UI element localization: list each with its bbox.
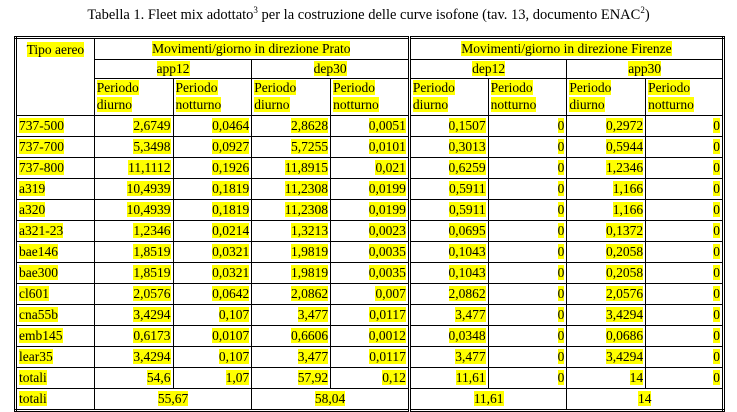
value-cell: 0,12 [331,368,410,389]
value-cell: 0,0927 [173,137,252,158]
value-cell: 0,0348 [409,326,488,347]
aircraft-name-cell: a319 [16,179,95,200]
value-cell: 14 [567,368,646,389]
table-row [16,305,724,326]
header-op-dep12: dep12 [409,60,567,79]
header-period-notturno: Periodo notturno [646,79,724,116]
value-cell: 1,2346 [567,158,646,179]
value-cell: 0,0012 [331,326,410,347]
value-cell: 0,0107 [173,326,252,347]
value-cell: 0 [488,263,567,284]
value-cell: 3,4294 [567,347,646,368]
header-period-diurno: Periodo diurno [252,79,331,116]
table-row [16,179,724,200]
total-value-cell: 11,61 [409,389,567,411]
value-cell: 0,6259 [409,158,488,179]
value-cell: 0 [488,368,567,389]
value-cell: 3,477 [252,305,331,326]
header-tipo-aereo: Tipo aereo [16,38,95,116]
totals-label-cell: totali [16,389,95,411]
caption-footnote-3: 3 [253,5,258,16]
value-cell: 0,0023 [331,221,410,242]
value-cell: 0,6606 [252,326,331,347]
total-value-cell: 55,67 [94,389,252,411]
value-cell: 0 [488,221,567,242]
value-cell: 0,107 [173,347,252,368]
value-cell: 1,8519 [94,263,173,284]
fleet-mix-table [14,36,725,412]
aircraft-name-cell: lear35 [16,347,95,368]
value-cell: 0 [646,116,724,137]
value-cell: 0,1819 [173,200,252,221]
value-cell: 0,0117 [331,347,410,368]
caption-text: Tabella 1. Fleet mix adottato [87,7,254,23]
value-cell: 0,0686 [567,326,646,347]
value-cell: 3,4294 [94,347,173,368]
value-cell: 0,0199 [331,179,410,200]
aircraft-name-cell: 737-800 [16,158,95,179]
value-cell: 2,0576 [94,284,173,305]
value-cell: 0,1372 [567,221,646,242]
table-row [16,158,724,179]
header-period-notturno: Periodo notturno [331,79,410,116]
value-cell: 0,0321 [173,263,252,284]
value-cell: 0 [646,284,724,305]
table-row [16,263,724,284]
header-op-app12: app12 [94,60,252,79]
value-cell: 0,0101 [331,137,410,158]
value-cell: 2,0862 [409,284,488,305]
table-row [16,116,724,137]
aircraft-name-cell: totali [16,368,95,389]
value-cell: 5,7255 [252,137,331,158]
header-period-diurno: Periodo diurno [409,79,488,116]
table-row [16,284,724,305]
value-cell: 1,9819 [252,263,331,284]
value-cell: 0,3013 [409,137,488,158]
header-direzione-prato: Movimenti/giorno in direzione Prato [94,38,409,60]
value-cell: 0,0695 [409,221,488,242]
table-row [16,221,724,242]
value-cell: 3,477 [409,305,488,326]
table-row [16,137,724,158]
value-cell: 0,107 [173,305,252,326]
value-cell: 1,8519 [94,242,173,263]
table-caption [0,0,737,30]
value-cell: 0,2058 [567,242,646,263]
value-cell: 0 [646,368,724,389]
value-cell: 0,1043 [409,242,488,263]
value-cell: 0,6173 [94,326,173,347]
value-cell: 3,477 [409,347,488,368]
value-cell: 1,3213 [252,221,331,242]
table-row [16,368,724,389]
aircraft-name-cell: cna55b [16,305,95,326]
value-cell: 11,8915 [252,158,331,179]
value-cell: 0,1507 [409,116,488,137]
value-cell: 0 [646,200,724,221]
value-cell: 0 [488,137,567,158]
aircraft-name-cell: 737-700 [16,137,95,158]
value-cell: 0 [488,305,567,326]
value-cell: 5,3498 [94,137,173,158]
value-cell: 3,4294 [94,305,173,326]
value-cell: 0,0051 [331,116,410,137]
aircraft-name-cell: bae300 [16,263,95,284]
value-cell: 0 [646,263,724,284]
value-cell: 0,5911 [409,179,488,200]
value-cell: 0,1043 [409,263,488,284]
value-cell: 1,9819 [252,242,331,263]
value-cell: 1,166 [567,179,646,200]
aircraft-name-cell: cl601 [16,284,95,305]
total-value-cell: 58,04 [252,389,410,411]
value-cell: 10,4939 [94,179,173,200]
value-cell: 11,2308 [252,200,331,221]
header-period-notturno: Periodo notturno [488,79,567,116]
table-row [16,347,724,368]
value-cell: 0,0464 [173,116,252,137]
value-cell: 0 [488,284,567,305]
value-cell: 0,0642 [173,284,252,305]
value-cell: 0 [488,158,567,179]
value-cell: 0,5911 [409,200,488,221]
caption-footnote-2: 2 [640,5,645,16]
value-cell: 2,0862 [252,284,331,305]
value-cell: 0 [646,347,724,368]
value-cell: 0,0199 [331,200,410,221]
table-row [16,326,724,347]
aircraft-name-cell: emb145 [16,326,95,347]
value-cell: 54,6 [94,368,173,389]
header-period-notturno: Periodo notturno [173,79,252,116]
value-cell: 0,5944 [567,137,646,158]
value-cell: 0,2058 [567,263,646,284]
value-cell: 0 [646,242,724,263]
value-cell: 0 [646,179,724,200]
value-cell: 0 [488,200,567,221]
value-cell: 0 [646,158,724,179]
value-cell: 11,1112 [94,158,173,179]
value-cell: 2,0576 [567,284,646,305]
header-op-dep30: dep30 [252,60,410,79]
value-cell: 1,2346 [94,221,173,242]
value-cell: 0,1926 [173,158,252,179]
header-direzione-firenze: Movimenti/giorno in direzione Firenze [409,38,723,60]
aircraft-name-cell: 737-500 [16,116,95,137]
value-cell: 0,0035 [331,242,410,263]
header-period-diurno: Periodo diurno [94,79,173,116]
total-value-cell: 14 [567,389,724,411]
header-op-app30: app30 [567,60,724,79]
value-cell: 0 [488,347,567,368]
value-cell: 3,477 [252,347,331,368]
value-cell: 1,166 [567,200,646,221]
value-cell: 0 [646,326,724,347]
aircraft-name-cell: bae146 [16,242,95,263]
value-cell: 11,2308 [252,179,331,200]
value-cell: 0 [488,116,567,137]
header-period-diurno: Periodo diurno [567,79,646,116]
value-cell: 0,0035 [331,263,410,284]
value-cell: 0,1819 [173,179,252,200]
value-cell: 0 [488,326,567,347]
aircraft-name-cell: a321-23 [16,221,95,242]
value-cell: 0 [646,305,724,326]
value-cell: 0 [646,137,724,158]
aircraft-name-cell: a320 [16,200,95,221]
value-cell: 0 [488,242,567,263]
value-cell: 0 [488,179,567,200]
table-row [16,200,724,221]
value-cell: 0,0117 [331,305,410,326]
value-cell: 0,2972 [567,116,646,137]
caption-text-middle: per la costruzione delle curve isofone (tav. 13, documento ENAC [257,7,641,23]
value-cell: 0 [646,221,724,242]
value-cell: 0,007 [331,284,410,305]
value-cell: 11,61 [409,368,488,389]
table-row [16,242,724,263]
value-cell: 0,021 [331,158,410,179]
value-cell: 2,8628 [252,116,331,137]
value-cell: 57,92 [252,368,331,389]
value-cell: 3,4294 [567,305,646,326]
value-cell: 10,4939 [94,200,173,221]
value-cell: 1,07 [173,368,252,389]
value-cell: 0,0214 [173,221,252,242]
value-cell: 2,6749 [94,116,173,137]
totals-by-operation-row [16,389,724,411]
value-cell: 0,0321 [173,242,252,263]
caption-text-end: ) [644,7,650,23]
